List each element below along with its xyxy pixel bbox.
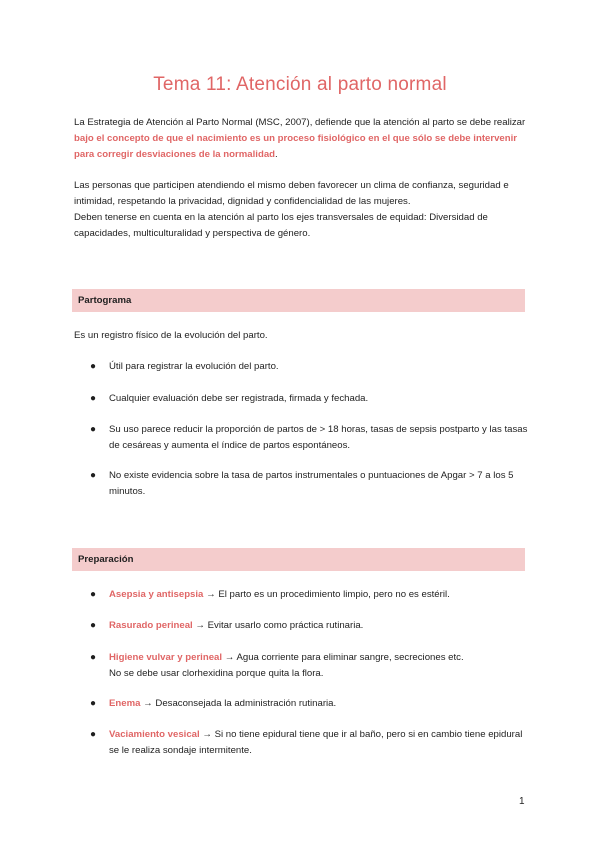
section-title: Partograma (78, 295, 132, 306)
intro-highlight: bajo el concepto de que el nacimiento es un proceso fisiológico en el que sólo se debe intervenir para corregir desviaciones de la normalidad (74, 133, 518, 160)
bullet-icon: ● (90, 620, 97, 631)
list-item (109, 587, 529, 603)
bullet-icon: ● (90, 393, 97, 404)
page-title: Tema 11: Atención al parto normal (153, 74, 447, 95)
list-item (109, 650, 529, 682)
term-description-extra: No se debe usar clorhexidina porque quita la flora. (109, 668, 324, 679)
term: Enema (109, 698, 141, 709)
intro-paragraph-3: Deben tenerse en cuenta en la atención al parto los ejes transversales de equidad: Diversidad de capacidades, multiculturalidad y perspectiva de género. (74, 212, 488, 239)
bullet-icon: ● (90, 729, 97, 740)
term: Vaciamiento vesical (109, 729, 200, 740)
bullet-icon: ● (90, 589, 97, 600)
term-description: Desaconsejada la administración rutinaria. (155, 698, 337, 709)
arrow-icon: → (224, 652, 235, 663)
intro-paragraph-2: Las personas que participen atendiendo el mismo deben favorecer un clima de confianza, seguridad e intimidad, respetando la privacidad, dignidad y confidencialidad de las mujeres. (74, 180, 509, 207)
list-item (109, 727, 529, 759)
section-header-partograma (72, 289, 525, 312)
bullet-icon: ● (90, 361, 97, 372)
term: Higiene vulvar y perineal (109, 652, 223, 663)
arrow-icon: → (195, 620, 205, 631)
intro-text: La Estrategia de Atención al Parto Normal (MSC, 2007), defiende que la atención al parto se debe realizar (74, 117, 526, 128)
term-description: Evitar usarlo como práctica rutinaria. (207, 620, 364, 631)
arrow-icon: → (143, 698, 153, 709)
arrow-icon: → (202, 729, 212, 740)
page-number: 1 (519, 796, 525, 807)
term-description: El parto es un procedimiento limpio, pero no es estéril. (218, 589, 450, 600)
bullet-icon: ● (90, 470, 97, 481)
list-item (109, 618, 529, 634)
section-header-preparacion (72, 548, 525, 571)
list-item: No existe evidencia sobre la tasa de partos instrumentales o puntuaciones de Apgar > 7 a los 5 minutos. (109, 470, 514, 497)
list-item (109, 696, 529, 712)
intro-paragraph-1 (74, 115, 536, 163)
term-description: Agua corriente para eliminar sangre, secreciones etc. (236, 652, 464, 663)
section-title: Preparación (78, 554, 134, 565)
list-item: Útil para registrar la evolución del parto. (109, 361, 279, 372)
list-item: Cualquier evaluación debe ser registrada, firmada y fechada. (109, 393, 369, 404)
bullet-icon: ● (90, 698, 97, 709)
list-item: Su uso parece reducir la proporción de partos de > 18 horas, tasas de sepsis postparto y las tasas de cesáreas y aumenta el índice de partos espontáneos. (109, 424, 528, 451)
bullet-icon: ● (90, 652, 97, 663)
partograma-description: Es un registro físico de la evolución del parto. (74, 330, 268, 341)
bullet-icon: ● (90, 424, 97, 435)
arrow-icon: → (206, 589, 216, 600)
term: Asepsia y antisepsia (109, 589, 204, 600)
intro-end: . (275, 149, 278, 160)
term: Rasurado perineal (109, 620, 193, 631)
term-description: Si no tiene epidural tiene que ir al baño, pero si en cambio tiene epidural se le realiza sondaje intermitente. (109, 729, 523, 756)
